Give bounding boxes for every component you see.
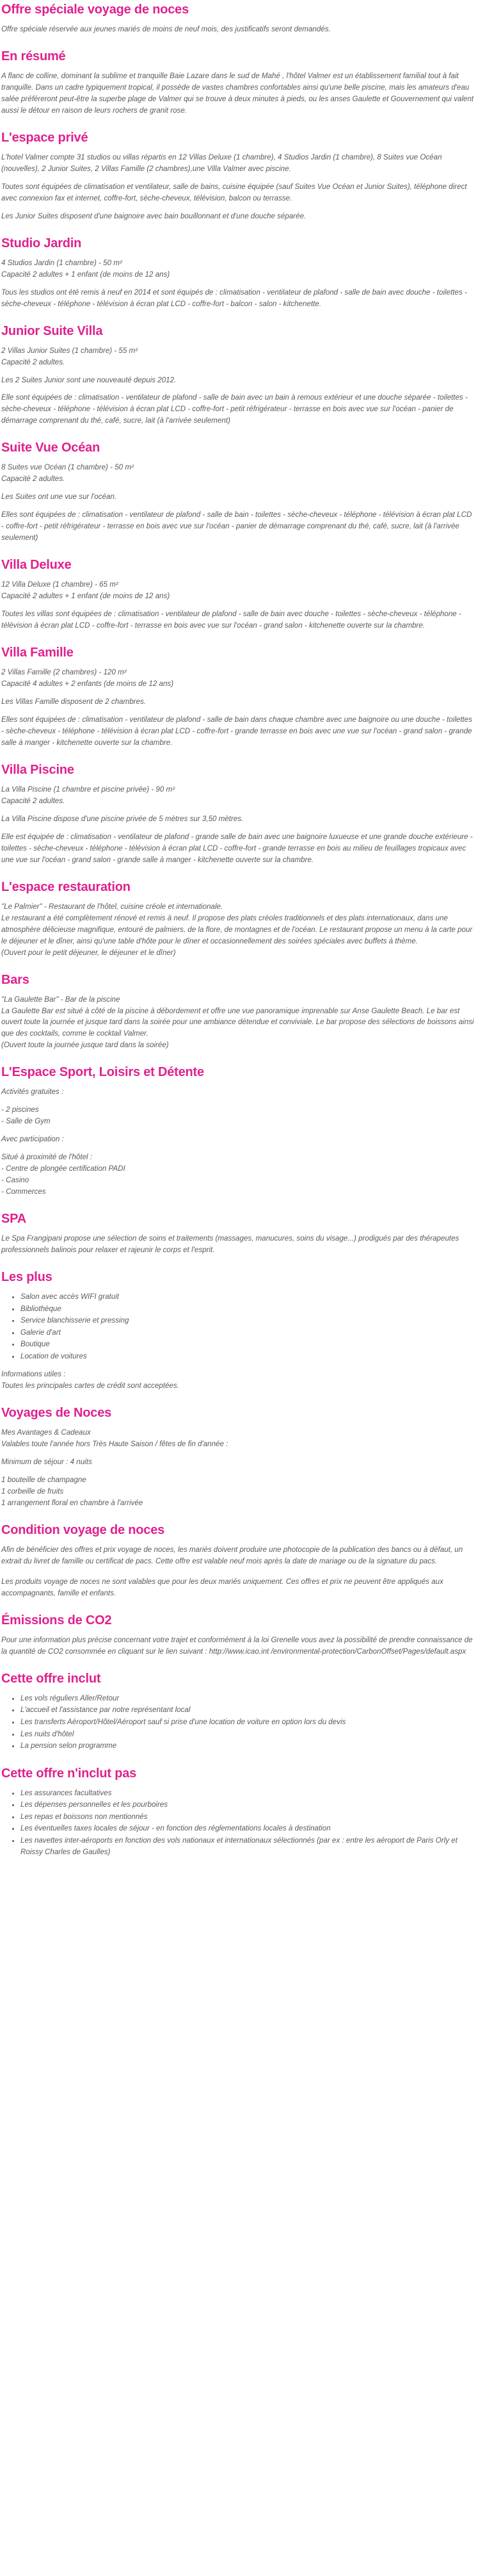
famille-details: [1, 667, 476, 690]
prive-paragraph-3: Les Junior Suites disposent d'une baignoire avec bain bouillonnant et d'une douche séparée.: [1, 211, 306, 220]
section-title-villa-famille: Villa Famille: [1, 646, 74, 660]
piscine-size: La Villa Piscine (1 chambre et piscine privée) - 90 m²: [1, 785, 175, 794]
bar-hours: (Ouvert toute la journée jusque tard dans la soirée): [1, 1041, 169, 1050]
suite-capacity: Capacité 2 adultes.: [1, 475, 65, 484]
section-title-restauration: L'espace restauration: [1, 879, 131, 894]
ninclut-list: [1, 1788, 476, 1859]
list-item: • Galerie d'art: [20, 1327, 476, 1339]
studio-details: [1, 257, 476, 281]
sport-paid-item: - Casino: [1, 1176, 29, 1185]
bars-text: [1, 994, 476, 1052]
suite-equipment: Elles sont équipées de : climatisation - ventilateur de plafond - salle de bain - toilettes - sèche-cheveux - téléphone - télévision à écran plat LCD - coffre-fort - petit réfrigérateur - terrasse en bois avec vue sur l'océan - panier de démarrage comprenant du thé, café, sucre, lait (à l'arrivée seulement): [1, 510, 472, 542]
deluxe-capacity: Capacité 2 adultes + 1 enfant (de moins de 12 ans): [1, 592, 170, 601]
condition-paragraph-2: Les produits voyage de noces ne sont valables que pour les deux mariés uniquement. Ces offres et prix ne peuvent être appliqués aux accompagnants, famille et enfants.: [1, 1577, 443, 1597]
list-item: • Service blanchisserie et pressing: [20, 1315, 476, 1327]
studio-size: 4 Studios Jardin (1 chambre) - 50 m²: [1, 258, 122, 267]
list-item: • L'accueil et l'assistance par notre représentant local: [20, 1704, 476, 1716]
list-item: • Les nuits d'hôtel: [20, 1729, 476, 1741]
co2-text: Pour une information plus précise concernant votre trajet et conformément à la loi Grenelle vous avez la possibilité de prendre connaissance de la quantité de CO2 consommée en cliquant sur le lien suivant : http://www.icao.int /environmental-protection/CarbonOffset/Pages/default.aspx: [1, 1635, 473, 1656]
plus-list: [1, 1291, 476, 1362]
sport-paid-intro: Situé à proximité de l'hôtel :: [1, 1153, 93, 1162]
inclut-list: [1, 1693, 476, 1752]
spa-text: Le Spa Frangipani propose une sélection de soins et traitements (massages, manucures, soins du visage...) prodigués par des thérapeutes professionnels balinois pour relaxer et rajeunir le corps et l'esprit.: [1, 1234, 459, 1255]
list-item: • Les transferts Aéroport/Hôtel/Aéroport sauf si prise d'une location de voiture en option lors du devis: [20, 1716, 476, 1729]
resume-text: A flanc de colline, dominant la sublime et tranquille Baie Lazare dans le sud de Mahé , l'hôtel Valmer est un établissement familial tout à fait tranquille. Dans un cadre typiquement tropical, il possède de vastes chambres confortables ainsi qu'une belle piscine, mais les amateurs d'eau salée préféreront peut-être la superbe plage de Valmer qui se trouve à deux minutes à pieds, ou les anses Gaulette et Gouvernement qui valent aussi le détour en raison de leurs rochers de granit rose.: [1, 71, 474, 115]
section-title-co2: Émissions de CO2: [1, 1613, 112, 1627]
studio-capacity: Capacité 2 adultes + 1 enfant (de moins de 12 ans): [1, 270, 170, 279]
restaurant-description: Le restaurant a été complètement rénové et remis à neuf. Il propose des plats créoles traditionnels et des plats internationaux, dans une atmosphère délicieuse magnifique, entouré de palmiers, de la flore, de montagnes et de l'océan. Le restaurant propose un menu à la carte pour le déjeuner et le dîner, ainsi qu'une table d'hôte pour le dîner et occasionnellement des soirées spéciales avec buffets à thème.: [1, 913, 473, 945]
junior-details: [1, 345, 476, 368]
famille-equipment: Elles sont équipées de : climatisation - ventilateur de plafond - salle de bain dans chaque chambre avec une baignoire ou une douche - toilettes - sèche-cheveux - téléphone - télévision à écran plat LCD - coffre-fort - grande terrasse en bois avec une vue sur l'océan - grand salon - grande salle à manger - kitchenette ouverte sur la chambre.: [1, 715, 473, 747]
plus-info: [1, 1369, 476, 1392]
section-title-sport: L'Espace Sport, Loisirs et Détente: [1, 1065, 204, 1080]
section-title-villa-piscine: Villa Piscine: [1, 762, 74, 777]
deluxe-equipment: Toutes les villas sont équipées de : climatisation - ventilateur de plafond - salle de bain avec douche - toilettes - sèche-cheveux - téléphone - télévision à écran plat LCD - coffre-fort - terrasse en bois avec vue sur l'océan - grand salon - kitchenette ouverte sur la chambre.: [1, 610, 461, 630]
piscine-details: [1, 784, 476, 807]
piscine-paragraph-1: La Villa Piscine dispose d'une piscine privée de 5 mètres sur 3,50 mètres.: [1, 814, 244, 823]
suite-size: 8 Suites vue Océan (1 chambre) - 50 m²: [1, 463, 134, 472]
restaurant-name: "Le Palmier" - Restaurant de l'hôtel, cuisine créole et internationale.: [1, 902, 223, 911]
sport-paid-label: Avec participation :: [1, 1135, 64, 1144]
suite-details: [1, 462, 476, 485]
list-item: • Les éventuelles taxes locales de séjour - en fonction des réglementations locales à destination: [20, 1823, 476, 1835]
piscine-capacity: Capacité 2 adultes.: [1, 796, 65, 805]
sport-free-item: - Salle de Gym: [1, 1117, 51, 1126]
section-title-les-plus: Les plus: [1, 1270, 52, 1285]
junior-equipment: Elle sont équipées de : climatisation - ventilateur de plafond - salle de bain avec un bain à remous extérieur et une douche séparée - toilettes - sèche-cheveux - téléphone - télévision à écran plat LCD - coffre-fort - petit réfrigérateur - terrasse en bois avec vue sur l'océan - panier de démarrage comprenant du thé, café, sucre, lait (à l'arrivée seulement): [1, 393, 468, 425]
junior-capacity: Capacité 2 adultes.: [1, 357, 65, 366]
voyage-validity: Valables toute l'année hors Très Haute Saison / fêtes de fin d'année :: [1, 1440, 228, 1449]
voyage-gifts: [1, 1474, 476, 1509]
famille-capacity: Capacité 4 adultes + 2 enfants (de moins de 12 ans): [1, 680, 174, 689]
section-title-offre-inclut: Cette offre inclut: [1, 1671, 101, 1686]
deluxe-size: 12 Villa Deluxe (1 chambre) - 65 m²: [1, 580, 118, 589]
list-item: • Les vols réguliers Aller/Retour: [20, 1693, 476, 1705]
sport-paid-item: - Commerces: [1, 1187, 46, 1196]
section-title-offre-ninclut: Cette offre n'inclut pas: [1, 1766, 137, 1781]
offre-text: Offre spéciale réservée aux jeunes mariés de moins de neuf mois, des justificatifs seront demandés.: [1, 25, 331, 33]
restauration-text: [1, 901, 476, 959]
voyage-advantages-title: Mes Avantages & Cadeaux: [1, 1428, 91, 1437]
list-item: • Les navettes inter-aéroports en fonction des vols nationaux et internationaux sélectionnés (par ex : entre les aéroport de Paris Orly et Roissy Charles de Gaulles): [20, 1835, 476, 1859]
document: [0, 3, 479, 1870]
list-item: • La pension selon programme: [20, 1740, 476, 1752]
bar-description: La Gaulette Bar est situé à côté de la piscine à débordement et offre une vue panoramique imprenable sur Anse Gaulette Beach. Le bar est ouvert toute la journée et jusque tard dans la soirée pour une ambiance détendue et conviviale. Le bar propose des sélections de boissons ainsi que des cocktails, comme le cocktail Valmer.: [1, 1006, 474, 1038]
list-item: • Salon avec accès WIFI gratuit: [20, 1291, 476, 1303]
prive-paragraph-1: L'hotel Valmer compte 31 studios ou villas répartis en 12 Villas Deluxe (1 chambre), 4 Studios Jardin (1 chambre), 8 Suites vue Océan (nouvelles), 2 Junior Suites, 2 Villas Famille (2 chambres),une Villa Valmer avec piscine.: [1, 152, 442, 173]
section-title-resume: En résumé: [1, 49, 66, 63]
list-item: • Les assurances facultatives: [20, 1788, 476, 1800]
list-item: • Location de voitures: [20, 1351, 476, 1363]
info-text: Toutes les principales cartes de crédit sont acceptées.: [1, 1382, 179, 1390]
sport-paid-list: [1, 1152, 476, 1198]
section-title-voyages-de-noces: Voyages de Noces: [1, 1406, 112, 1421]
list-item: • Les repas et boissons non mentionnés: [20, 1811, 476, 1823]
section-title-spa: SPA: [1, 1212, 27, 1227]
gift-item: 1 bouteille de champagne: [1, 1476, 86, 1485]
restaurant-hours: (Ouvert pour le petit déjeuner, le déjeuner et le dîner): [1, 948, 176, 957]
sport-free-label: Activités gratuites :: [1, 1088, 64, 1096]
suite-paragraph-1: Les Suites ont une vue sur l'océan.: [1, 493, 117, 501]
section-title-offre: Offre spéciale voyage de noces: [1, 3, 189, 17]
section-title-bars: Bars: [1, 972, 29, 987]
bar-name: "La Gaulette Bar" - Bar de la piscine: [1, 995, 120, 1004]
famille-size: 2 Villas Famille (2 chambres) - 120 m²: [1, 668, 127, 677]
section-title-suite-vue-ocean: Suite Vue Océan: [1, 441, 100, 455]
famille-paragraph-1: Les Villas Famille disposent de 2 chambres.: [1, 697, 146, 706]
list-item: • Les dépenses personnelles et les pourboires: [20, 1799, 476, 1811]
info-label: Informations utiles :: [1, 1370, 66, 1379]
junior-size: 2 Villas Junior Suites (1 chambre) - 55 m²: [1, 346, 138, 355]
junior-paragraph-1: Les 2 Suites Junior sont une nouveauté depuis 2012.: [1, 375, 177, 384]
section-title-studio-jardin: Studio Jardin: [1, 236, 82, 250]
list-item: • Boutique: [20, 1339, 476, 1351]
list-item: • Bibliothèque: [20, 1303, 476, 1316]
condition-paragraph-1: Afin de bénéficier des offres et prix voyage de noces, les mariés doivent produire une photocopie de la publication des bancs ou à défaut, un extrait du livret de famille ou certificat de pacs. Cette offre est valable neuf mois après la date de mariage ou de la signature du pacs.: [1, 1545, 463, 1566]
gift-item: 1 arrangement floral en chambre à l'arrivée: [1, 1499, 143, 1508]
section-title-condition: Condition voyage de noces: [1, 1523, 165, 1538]
gift-item: 1 corbeille de fruits: [1, 1487, 64, 1496]
section-title-espace-prive: L'espace privé: [1, 130, 88, 145]
piscine-equipment: Elle est équipée de : climatisation - ventilateur de plafond - grande salle de bain avec une baignoire luxueuse et une grande douche extérieure - toilettes - sèche-cheveux - téléphone - télévision à écran plat LCD - coffre-fort - grande terrasse en bois au milieu de feuillages tropicaux avec une vue sur l'océan - grand salon - grande salle à manger - kitchenette ouverte sur la chambre.: [1, 832, 473, 864]
section-title-junior-suite: Junior Suite Villa: [1, 323, 103, 338]
voyage-minimum-stay: Minimum de séjour : 4 nuits: [1, 1458, 92, 1467]
voyage-advantages: [1, 1427, 476, 1450]
prive-paragraph-2: Toutes sont équipées de climatisation et ventilateur, salle de bains, cuisine équipée (sauf Suites Vue Océan et Junior Suites), téléphone direct avec connexion fax et internet, coffre-fort, sèche-cheveux, télévision, balcon ou terrasse.: [1, 182, 467, 202]
studio-equipment: Tous les studios ont été remis à neuf en 2014 et sont équipés de : climatisation - ventilateur de plafond - salle de bain avec douche - toilettes - sèche-cheveux - téléphone - télévision à écran plat LCD - coffre-fort - balcon - salon - kitchenette.: [1, 288, 467, 308]
section-title-villa-deluxe: Villa Deluxe: [1, 558, 72, 573]
sport-paid-item: - Centre de plongée certification PADI: [1, 1164, 125, 1173]
deluxe-details: [1, 579, 476, 602]
sport-free-item: - 2 piscines: [1, 1105, 39, 1114]
sport-free-list: [1, 1104, 476, 1127]
